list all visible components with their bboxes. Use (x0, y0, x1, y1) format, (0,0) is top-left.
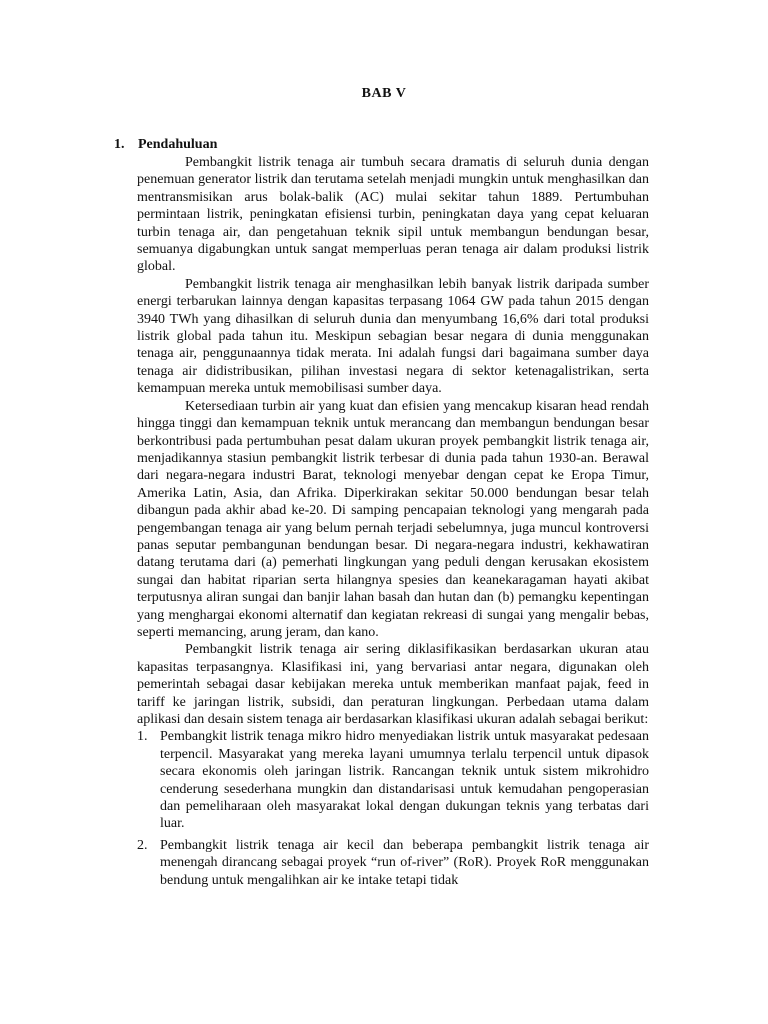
paragraph: Pembangkit listrik tenaga air menghasilkan lebih banyak listrik daripada sumber energi terbarukan lainnya dengan kapasitas terpasang 1064 GW pada tahun 2015 dengan 3940 TWh yang dihasilkan di seluruh dunia dan menyumbang 16,6% dari total produksi listrik global pada tahun itu. Meskipun sebagian besar negara di dunia menggunakan tenaga air, penggunaannya tidak merata. Ini adalah fungsi dari bagaimana sumber daya tenaga air didistribusikan, pilihan investasi negara di sektor ketenagalistrikan, serta kemampuan mereka untuk memobilisasi sumber daya. (137, 276, 649, 397)
list-item-text: Pembangkit listrik tenaga air kecil dan beberapa pembangkit listrik tenaga air menengah dirancang sebagai proyek “run of-river” (RoR). Proyek RoR menggunakan bendung untuk mengalihkan air ke intake tetapi tidak (160, 837, 649, 888)
section-number: 1. (114, 137, 125, 152)
section-heading (114, 137, 217, 153)
paragraph: Pembangkit listrik tenaga air sering diklasifikasikan berdasarkan ukuran atau kapasitas terpasangnya. Klasifikasi ini, yang bervariasi antar negara, digunakan oleh pemerintah sebagai dasar kebijakan mereka untuk memberikan manfaat pajak, feed in tariff ke jaringan listrik, subsidi, dan peraturan lingkungan. Perbedaan utama dalam aplikasi dan desain sistem tenaga air berdasarkan klasifikasi ukuran adalah sebagai berikut: (137, 642, 649, 727)
list-item (137, 728, 649, 832)
list-item-text: Pembangkit listrik tenaga mikro hidro menyediakan listrik untuk masyarakat pedesaan terpencil. Masyarakat yang mereka layani umumnya terlalu terpencil untuk dipasok secara ekonomis oleh jaringan listrik. Rancangan teknik untuk sistem mikrohidro cenderung sesederhana mungkin dan distandarisasi untuk kemudahan pengoperasian dan pemeliharaan oleh masyarakat lokal dengan dukungan teknis yang terbatas dari luar. (160, 729, 649, 832)
paragraph: Ketersediaan turbin air yang kuat dan efisien yang mencakup kisaran head rendah hingga tinggi dan kemampuan teknik untuk merancang dan membangun bendungan besar berkontribusi pada pertumbuhan pesat dalam ukuran proyek pembangkit listrik tenaga air, menjadikannya stasiun pembangkit listrik terbesar di dunia pada tahun 1930-an. Berawal dari negara-negara industri Barat, teknologi menyebar dengan cepat ke Eropa Timur, Amerika Latin, Asia, dan Afrika. Diperkirakan sekitar 50.000 bendungan besar telah dibangun pada akhir abad ke-20. Di samping pencapaian teknologi yang mengarah pada pengembangan tenaga air yang belum pernah terjadi sebelumnya, juga muncul kontroversi panas seputar pembangunan bendungan besar. Di negara-negara industri, kekhawatiran datang terutama dari (a) pemerhati lingkungan yang peduli dengan kerusakan ekosistem sungai dan habitat riparian serta hilangnya spesies dan keanekaragaman hayati akibat terputusnya aliran sungai dan banjir lahan basah dan hutan dan (b) pemangku kepentingan yang menghargai ekonomi alternatif dan kegiatan rekreasi di sungai yang mengalir bebas, seperti memancing, arung jeram, dan kano. (137, 398, 649, 640)
list-item (137, 837, 649, 889)
chapter-title: BAB V (361, 86, 407, 101)
paragraph: Pembangkit listrik tenaga air tumbuh secara dramatis di seluruh dunia dengan penemuan generator listrik dan terutama setelah menjadi mungkin untuk menghasilkan dan mentransmisikan arus bolak-balik (AC) mulai sekitar tahun 1889. Pertumbuhan permintaan listrik, peningkatan efisiensi turbin, peningkatan daya yang cepat keluaran turbin tenaga air, dan pengetahuan teknik sipil untuk membangun bendungan besar, semuanya digabungkan untuk sangat memperluas peran tenaga air dalam produksi listrik global. (137, 155, 649, 275)
classification-list (137, 728, 649, 889)
section-title: Pendahuluan (138, 137, 218, 152)
section-body (137, 154, 649, 893)
list-item-number: 2. (137, 837, 148, 853)
list-item-number: 1. (137, 729, 148, 745)
